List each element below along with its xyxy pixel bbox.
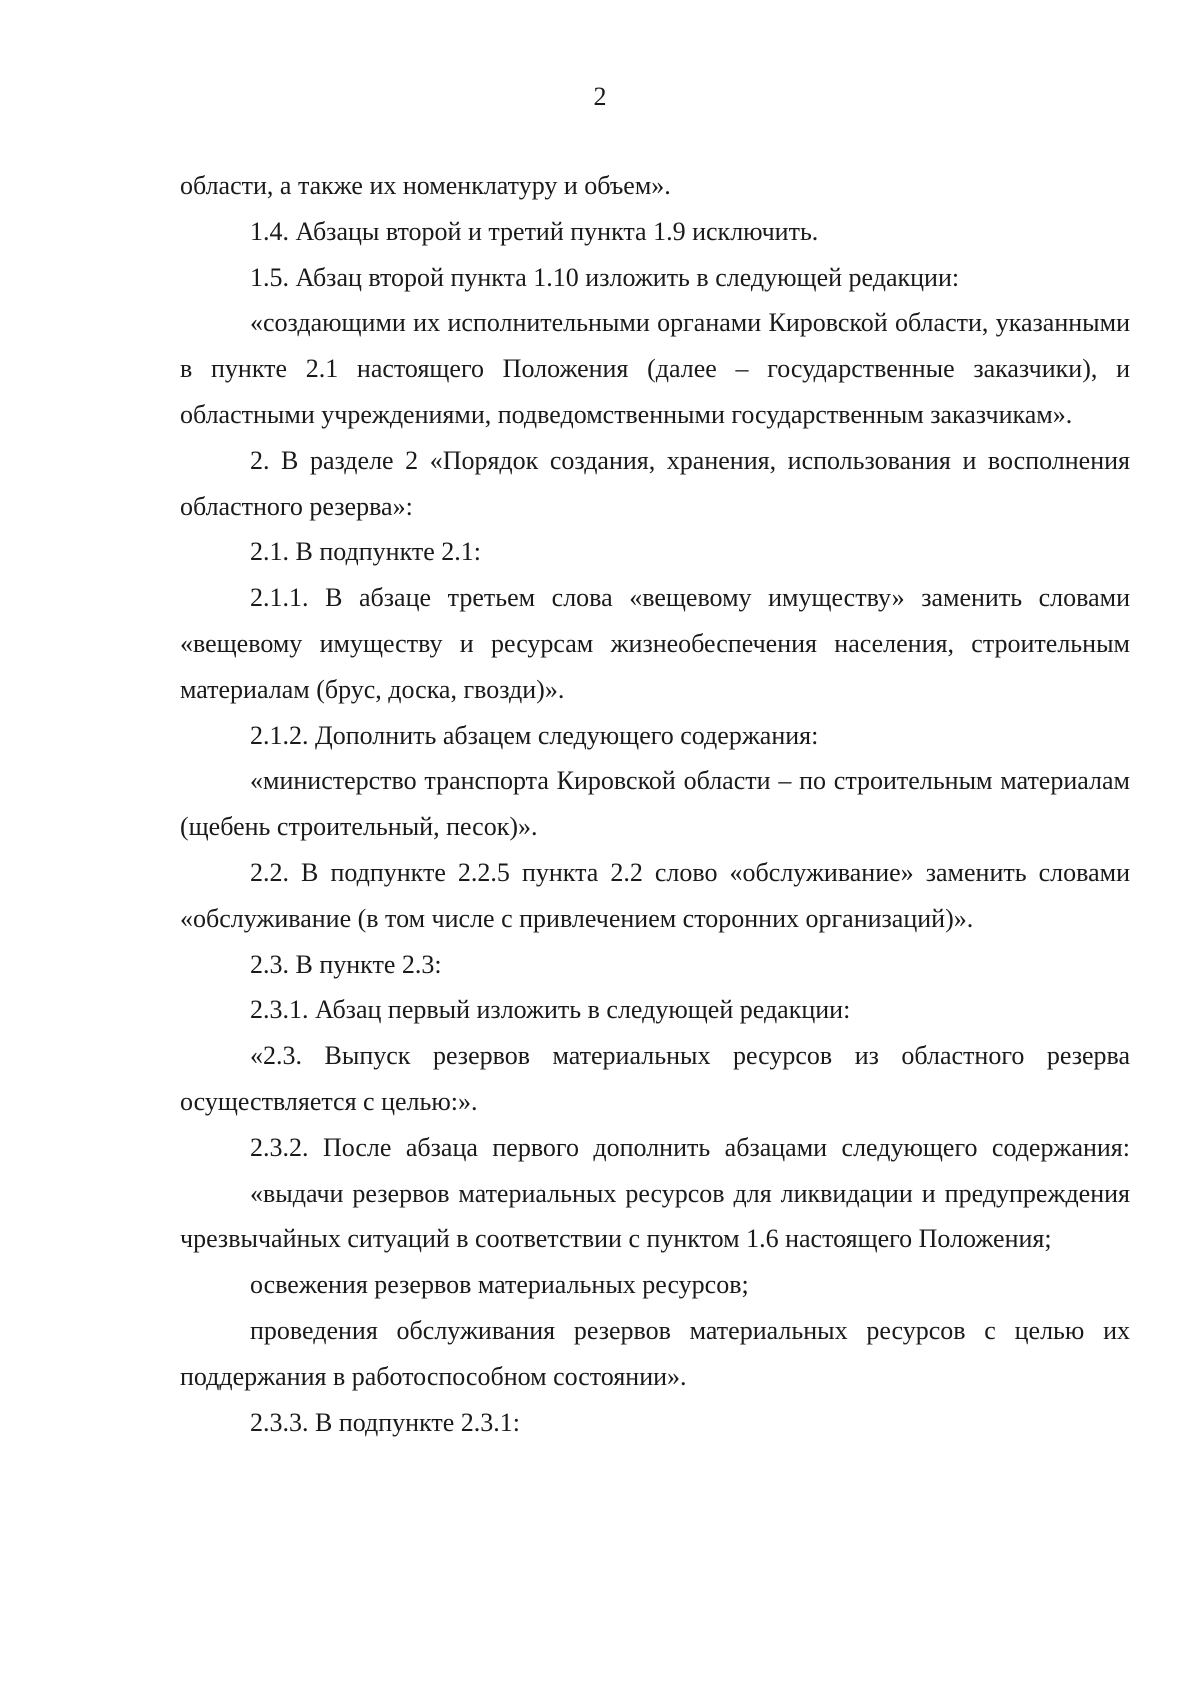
paragraph: 2.3.3. В подпункте 2.3.1: <box>250 1407 520 1437</box>
paragraph: «выдачи резервов материальных ресурсов для ликвидации и предупреждения чрезвычайных ситуаций в соответствии с пунктом 1.6 настоящего Положения; <box>180 1178 1130 1254</box>
paragraph: 1.5. Абзац второй пункта 1.10 изложить в следующей редакции: <box>250 262 960 292</box>
paragraph: 2.3.2. После абзаца первого дополнить абзацами следующего содержания: <box>250 1132 1130 1162</box>
paragraph: «2.3. Выпуск резервов материальных ресурсов из областного резерва осуществляется с целью:». <box>180 1041 1130 1116</box>
paragraph: 1.4. Абзацы второй и третий пункта 1.9 исключить. <box>250 216 819 246</box>
paragraph: области, а также их номенклатуру и объем». <box>180 171 671 200</box>
paragraph: «министерство транспорта Кировской области – по строительным материалам (щебень строительный, песок)». <box>180 766 1130 842</box>
page-number: 2 <box>593 82 607 111</box>
paragraph: освежения резервов материальных ресурсов; <box>250 1270 749 1300</box>
paragraph: 2.3.1. Абзац первый изложить в следующей редакции: <box>250 995 851 1025</box>
paragraph: 2.2. В подпункте 2.2.5 пункта 2.2 слово «обслуживание» заменить словами «обслуживание (в том числе с привлечением сторонних организаций)». <box>180 857 1130 933</box>
paragraph: 2.1.2. Дополнить абзацем следующего содержания: <box>250 720 819 750</box>
paragraph: «создающими их исполнительными органами Кировской области, указанными в пункте 2.1 настоящего Положения (далее – государственные заказчики), и областными учреждениями, подведомственными государственным заказчикам». <box>180 308 1130 429</box>
paragraph: 2. В разделе 2 «Порядок создания, хранения, использования и восполнения областного резерва»: <box>180 445 1130 521</box>
paragraph: 2.3. В пункте 2.3: <box>250 949 442 979</box>
paragraph: 2.1.1. В абзаце третьем слова «вещевому имуществу» заменить словами «вещевому имуществу и ресурсам жизнеобеспечения населения, строительным материалам (брус, доска, гвозди)». <box>180 583 1130 704</box>
paragraph: 2.1. В подпункте 2.1: <box>250 537 481 567</box>
document-body <box>180 163 1130 1445</box>
paragraph: проведения обслуживания резервов материальных ресурсов с целью их поддержания в работоспособном состоянии». <box>180 1315 1130 1391</box>
